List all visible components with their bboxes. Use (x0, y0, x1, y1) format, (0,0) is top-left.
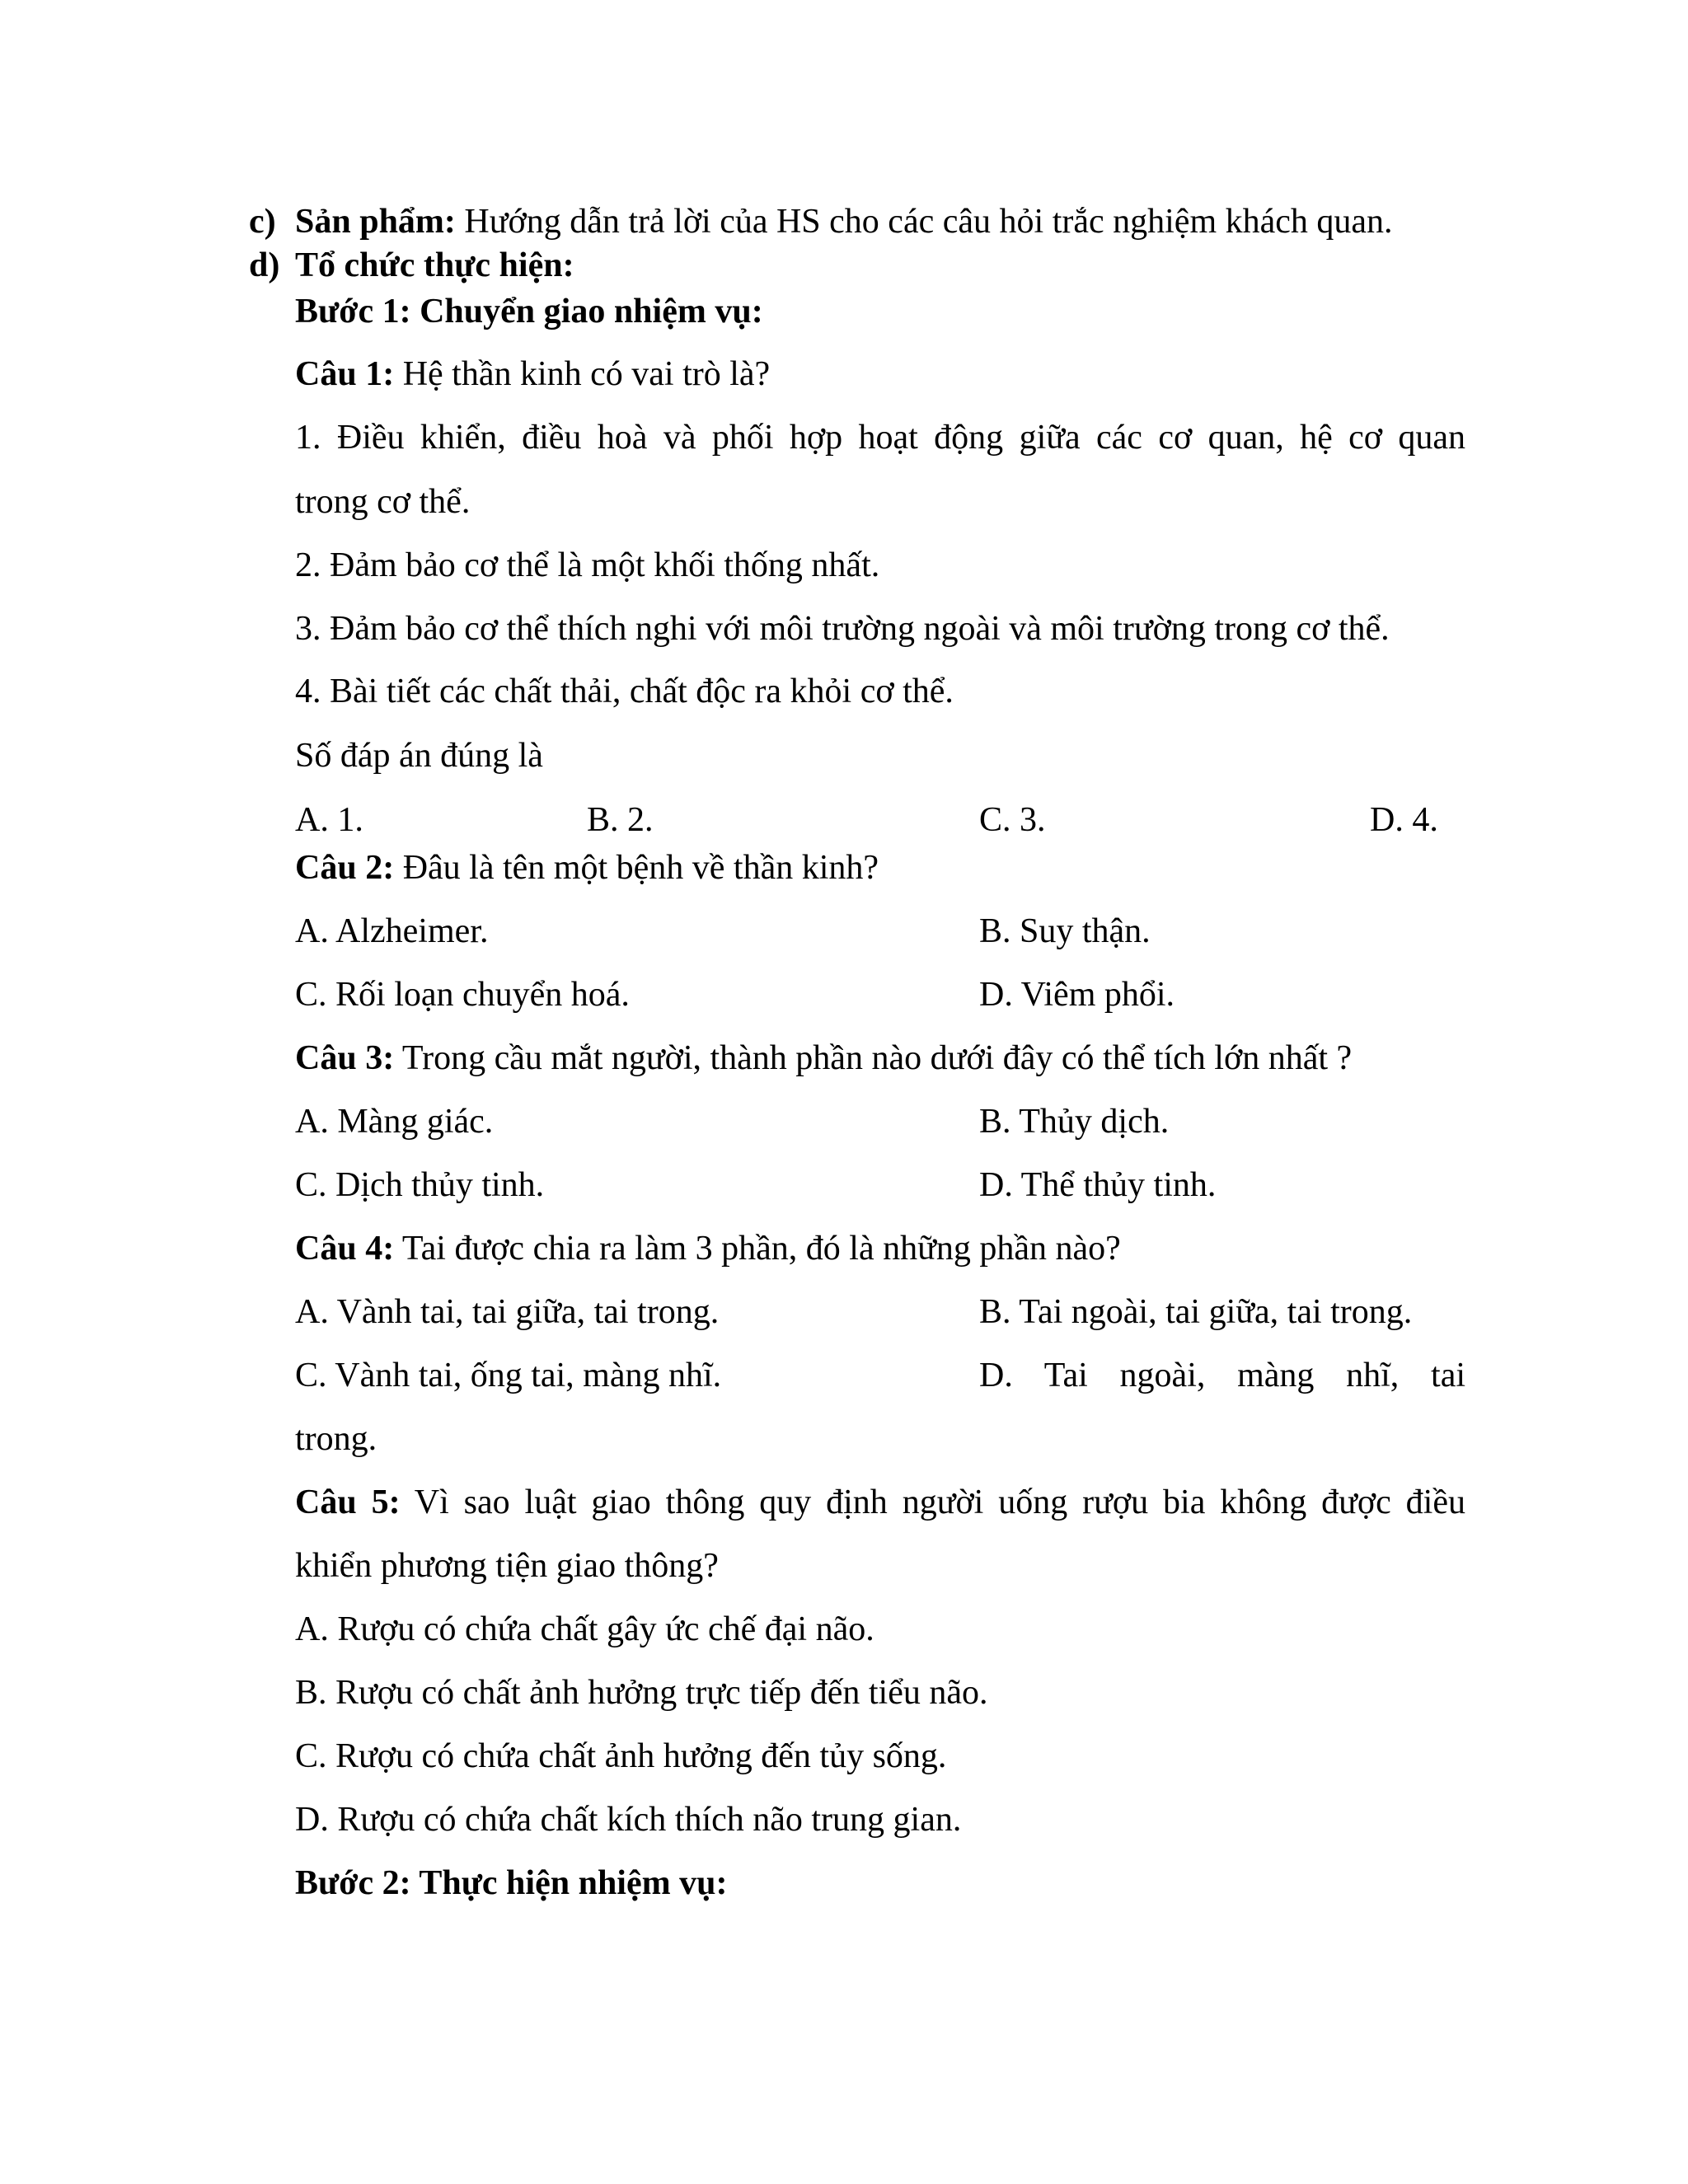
question-1-option-c: C. 3. (979, 801, 1046, 839)
question-3-option-d: D. Thể thủy tinh. (979, 1166, 1217, 1204)
question-3-option-a: A. Màng giác. (295, 1103, 494, 1141)
question-2-option-c: C. Rối loạn chuyển hoá. (295, 976, 630, 1014)
question-5-option-c: C. Rượu có chứa chất ảnh hưởng đến tủy sống. (295, 1737, 947, 1775)
question-1-option-a: A. 1. (295, 801, 363, 839)
question-1-prompt: Số đáp án đúng là (295, 737, 543, 775)
section-c-label: Sản phẩm: (295, 203, 456, 241)
question-3-option-b: B. Thủy dịch. (979, 1103, 1170, 1141)
question-5-option-a: A. Rượu có chứa chất gây ức chế đại não. (295, 1610, 874, 1648)
question-4-text: Tai được chia ra làm 3 phần, đó là những phần nào? (394, 1230, 1121, 1268)
question-1-label: Câu 1: (295, 355, 395, 393)
step-2-heading: Bước 2: Thực hiện nhiệm vụ: (295, 1864, 728, 1902)
question-3-text: Trong cầu mắt người, thành phần nào dưới đây có thể tích lớn nhất ? (394, 1039, 1353, 1077)
question-3 (295, 1041, 1352, 1076)
question-1 (295, 357, 770, 391)
section-d (249, 248, 279, 283)
question-1-statement-3: 3. Đảm bảo cơ thể thích nghi với môi trường ngoài và môi trường trong cơ thể. (295, 610, 1390, 648)
question-2-label: Câu 2: (295, 849, 395, 887)
question-1-text: Hệ thần kinh có vai trò là? (394, 355, 771, 393)
question-4-option-c: C. Vành tai, ống tai, màng nhĩ. (295, 1357, 722, 1394)
question-5-text-line-1: Vì sao luật giao thông quy định người uống rượu bia không được điều (400, 1483, 1465, 1521)
step-1-heading: Bước 1: Chuyển giao nhiệm vụ: (295, 293, 763, 330)
section-d-marker: d) (249, 246, 280, 284)
question-5-line-1 (295, 1485, 1465, 1520)
question-1-statement-2: 2. Đảm bảo cơ thể là một khối thống nhất. (295, 546, 880, 584)
question-3-label: Câu 3: (295, 1039, 395, 1077)
section-d-label: Tổ chức thực hiện: (295, 246, 574, 284)
question-1-statement-1-line-1: 1. Điều khiển, điều hoà và phối hợp hoạt động giữa các cơ quan, hệ cơ quan (295, 419, 1465, 457)
question-4-option-d-line-1: D. Tai ngoài, màng nhĩ, tai (979, 1357, 1465, 1394)
question-2-text: Đâu là tên một bệnh về thần kinh? (394, 849, 879, 887)
question-3-option-c: C. Dịch thủy tinh. (295, 1166, 545, 1204)
question-4-label: Câu 4: (295, 1230, 395, 1268)
question-4 (295, 1231, 1121, 1266)
section-c-content (295, 204, 1393, 239)
question-2-option-b: B. Suy thận. (979, 912, 1151, 950)
section-c (249, 204, 276, 239)
question-5-option-b: B. Rượu có chất ảnh hưởng trực tiếp đến tiểu não. (295, 1674, 988, 1712)
question-2-option-a: A. Alzheimer. (295, 912, 489, 950)
question-2 (295, 851, 879, 885)
question-4-option-d-line-2: trong. (295, 1420, 377, 1458)
question-4-option-a: A. Vành tai, tai giữa, tai trong. (295, 1293, 720, 1331)
question-1-option-d: D. 4. (1370, 801, 1438, 839)
question-1-statement-4: 4. Bài tiết các chất thải, chất độc ra khỏi cơ thể. (295, 673, 954, 710)
question-5-option-d: D. Rượu có chứa chất kích thích não trung gian. (295, 1801, 962, 1839)
question-5-text-line-2: khiển phương tiện giao thông? (295, 1547, 719, 1585)
question-2-option-d: D. Viêm phổi. (979, 976, 1175, 1014)
question-1-statement-1-line-2: trong cơ thể. (295, 483, 471, 521)
section-c-marker: c) (249, 203, 276, 241)
section-c-text: Hướng dẫn trả lời của HS cho các câu hỏi trắc nghiệm khách quan. (455, 203, 1393, 241)
question-1-option-b: B. 2. (587, 801, 654, 839)
question-5-label: Câu 5: (295, 1483, 401, 1521)
question-4-option-b: B. Tai ngoài, tai giữa, tai trong. (979, 1293, 1413, 1331)
